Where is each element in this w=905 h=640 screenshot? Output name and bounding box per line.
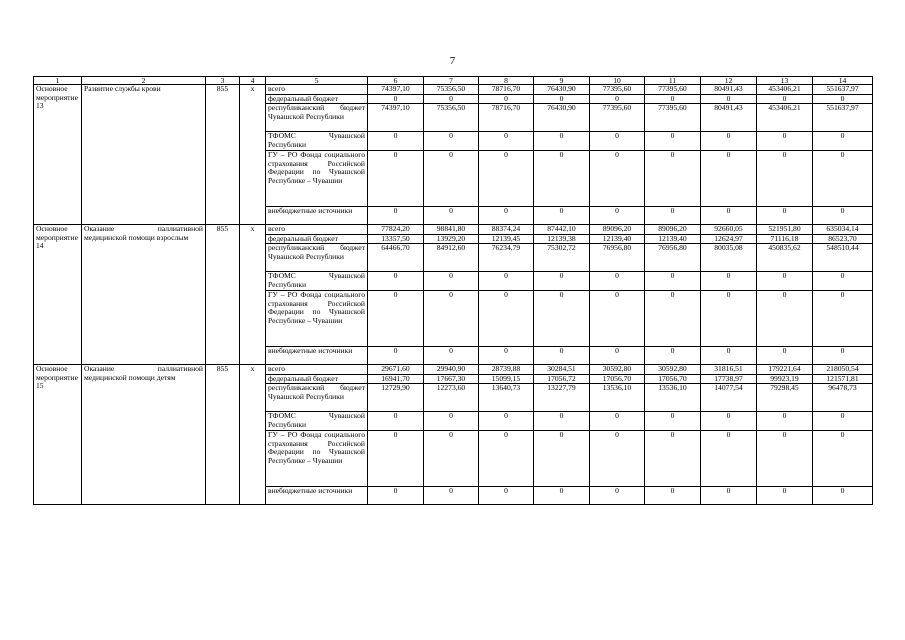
value-cell: 218050,54 — [813, 365, 873, 375]
value-cell: 0 — [757, 291, 813, 347]
value-cell: 16941,70 — [368, 374, 424, 384]
value-cell: 0 — [424, 132, 479, 151]
value-cell: 0 — [424, 412, 479, 431]
funding-source-cell: внебюджетные источники — [266, 347, 368, 365]
value-cell: 99923,19 — [757, 374, 813, 384]
funding-source-cell: всего — [266, 85, 368, 95]
value-cell: 0 — [479, 272, 534, 291]
value-cell: 29671,60 — [368, 365, 424, 375]
value-cell: 551637,97 — [813, 85, 873, 95]
value-cell: 0 — [813, 151, 873, 207]
page-number: 7 — [449, 55, 456, 67]
value-cell: 0 — [757, 207, 813, 225]
value-cell: 0 — [534, 132, 590, 151]
value-cell: 548510,44 — [813, 244, 873, 272]
funding-source-cell: ТФОМС Чувашской Республики — [266, 412, 368, 431]
value-cell: 13227,79 — [534, 384, 590, 412]
value-cell: 0 — [590, 151, 645, 207]
value-cell: 0 — [534, 272, 590, 291]
value-cell: 0 — [590, 132, 645, 151]
grbs-cell: 855 — [206, 365, 240, 505]
value-cell: 0 — [534, 94, 590, 104]
value-cell: 0 — [590, 291, 645, 347]
header-cell: 14 — [813, 77, 873, 85]
value-cell: 80491,43 — [701, 85, 757, 95]
funding-source-cell: республиканский бюджет Чувашской Республики — [266, 104, 368, 132]
funding-source-cell: ГУ – РО Фонда социального страхования Российской Федерации по Чувашской Республике – Чувашии — [266, 151, 368, 207]
value-cell: 15099,15 — [479, 374, 534, 384]
rz-cell: х — [240, 85, 266, 225]
value-cell: 13929,20 — [424, 234, 479, 244]
value-cell: 0 — [368, 207, 424, 225]
value-cell: 17056,70 — [645, 374, 701, 384]
value-cell: 0 — [479, 347, 534, 365]
value-cell: 17056,72 — [534, 374, 590, 384]
value-cell: 0 — [590, 272, 645, 291]
header-cell: 8 — [479, 77, 534, 85]
funding-source-cell: республиканский бюджет Чувашской Республики — [266, 244, 368, 272]
table-header — [34, 77, 873, 85]
value-cell: 0 — [701, 272, 757, 291]
value-cell: 13536,10 — [590, 384, 645, 412]
value-cell: 0 — [479, 151, 534, 207]
value-cell: 0 — [813, 431, 873, 487]
header-row — [34, 77, 873, 85]
funding-source-cell: ГУ – РО Фонда социального страхования Российской Федерации по Чувашской Республике – Чувашии — [266, 291, 368, 347]
value-cell: 0 — [590, 431, 645, 487]
funding-source-cell: внебюджетные источники — [266, 207, 368, 225]
value-cell: 0 — [813, 291, 873, 347]
value-cell: 12139,38 — [534, 234, 590, 244]
value-cell: 450835,62 — [757, 244, 813, 272]
value-cell: 0 — [813, 132, 873, 151]
value-cell: 87442,10 — [534, 225, 590, 235]
value-cell: 0 — [424, 207, 479, 225]
header-cell: 1 — [34, 77, 82, 85]
value-cell: 0 — [424, 431, 479, 487]
value-cell: 0 — [701, 347, 757, 365]
funding-source-cell: ТФОМС Чувашской Республики — [266, 272, 368, 291]
value-cell: 0 — [813, 272, 873, 291]
value-cell: 0 — [479, 207, 534, 225]
value-cell: 12273,60 — [424, 384, 479, 412]
grbs-cell: 855 — [206, 225, 240, 365]
value-cell: 17056,70 — [590, 374, 645, 384]
value-cell: 28739,88 — [479, 365, 534, 375]
value-cell: 0 — [479, 291, 534, 347]
value-cell: 0 — [479, 132, 534, 151]
value-cell: 77395,60 — [590, 85, 645, 95]
value-cell: 78716,70 — [479, 85, 534, 95]
value-cell: 0 — [368, 151, 424, 207]
value-cell: 78716,70 — [479, 104, 534, 132]
value-cell: 0 — [757, 431, 813, 487]
funding-source-cell: республиканский бюджет Чувашской Республики — [266, 384, 368, 412]
value-cell: 0 — [645, 94, 701, 104]
value-cell: 0 — [368, 487, 424, 505]
value-cell: 12139,40 — [590, 234, 645, 244]
value-cell: 75356,50 — [424, 104, 479, 132]
value-cell: 0 — [479, 431, 534, 487]
value-cell: 551637,97 — [813, 104, 873, 132]
value-cell: 0 — [590, 487, 645, 505]
header-cell: 2 — [82, 77, 206, 85]
table-row — [34, 225, 873, 235]
value-cell: 79298,45 — [757, 384, 813, 412]
value-cell: 0 — [368, 431, 424, 487]
value-cell: 0 — [424, 94, 479, 104]
value-cell: 121571,81 — [813, 374, 873, 384]
value-cell: 453406,21 — [757, 85, 813, 95]
value-cell: 0 — [701, 132, 757, 151]
value-cell: 0 — [368, 132, 424, 151]
value-cell: 0 — [479, 412, 534, 431]
value-cell: 0 — [479, 94, 534, 104]
value-cell: 0 — [424, 272, 479, 291]
value-cell: 0 — [757, 151, 813, 207]
value-cell: 0 — [424, 151, 479, 207]
value-cell: 77395,60 — [590, 104, 645, 132]
value-cell: 76430,90 — [534, 85, 590, 95]
value-cell: 0 — [701, 487, 757, 505]
header-cell: 3 — [206, 77, 240, 85]
measure-name-cell: Развитие службы крови — [82, 85, 206, 225]
grbs-cell: 855 — [206, 85, 240, 225]
value-cell: 0 — [701, 412, 757, 431]
value-cell: 0 — [534, 207, 590, 225]
value-cell: 0 — [645, 431, 701, 487]
value-cell: 0 — [424, 487, 479, 505]
value-cell: 89096,20 — [590, 225, 645, 235]
funding-source-cell: ТФОМС Чувашской Республики — [266, 132, 368, 151]
value-cell: 0 — [368, 291, 424, 347]
value-cell: 88374,24 — [479, 225, 534, 235]
value-cell: 12139,45 — [479, 234, 534, 244]
measure-name-cell: Оказание паллиативной медицинской помощи взрослым — [82, 225, 206, 365]
funding-source-cell: федеральный бюджет — [266, 374, 368, 384]
value-cell: 96478,73 — [813, 384, 873, 412]
value-cell: 80035,08 — [701, 244, 757, 272]
header-cell: 12 — [701, 77, 757, 85]
value-cell: 0 — [424, 291, 479, 347]
value-cell: 12624,97 — [701, 234, 757, 244]
value-cell: 0 — [368, 347, 424, 365]
value-cell: 0 — [757, 347, 813, 365]
value-cell: 80491,43 — [701, 104, 757, 132]
value-cell: 76234,79 — [479, 244, 534, 272]
table-row — [34, 365, 873, 375]
value-cell: 0 — [590, 94, 645, 104]
value-cell: 76430,90 — [534, 104, 590, 132]
value-cell: 75302,72 — [534, 244, 590, 272]
value-cell: 0 — [645, 291, 701, 347]
value-cell: 0 — [645, 132, 701, 151]
value-cell: 71116,18 — [757, 234, 813, 244]
funding-source-cell: всего — [266, 225, 368, 235]
value-cell: 0 — [534, 291, 590, 347]
value-cell: 77395,60 — [645, 85, 701, 95]
value-cell: 92660,05 — [701, 225, 757, 235]
measure-name-cell: Оказание паллиативной медицинской помощи детям — [82, 365, 206, 505]
value-cell: 0 — [645, 412, 701, 431]
value-cell: 0 — [757, 487, 813, 505]
value-cell: 0 — [701, 431, 757, 487]
value-cell: 74397,10 — [368, 104, 424, 132]
value-cell: 76956,80 — [590, 244, 645, 272]
value-cell: 0 — [368, 412, 424, 431]
measure-cell: Основное мероприятие 14 — [34, 225, 82, 365]
value-cell: 0 — [534, 347, 590, 365]
value-cell: 0 — [590, 347, 645, 365]
value-cell: 453406,21 — [757, 104, 813, 132]
value-cell: 12139,40 — [645, 234, 701, 244]
value-cell: 0 — [424, 347, 479, 365]
rz-cell: х — [240, 225, 266, 365]
value-cell: 31816,51 — [701, 365, 757, 375]
value-cell: 0 — [813, 487, 873, 505]
value-cell: 0 — [645, 272, 701, 291]
value-cell: 179221,64 — [757, 365, 813, 375]
value-cell: 77824,20 — [368, 225, 424, 235]
value-cell: 98841,80 — [424, 225, 479, 235]
value-cell: 0 — [645, 207, 701, 225]
header-cell: 7 — [424, 77, 479, 85]
value-cell: 0 — [701, 151, 757, 207]
funding-source-cell: всего — [266, 365, 368, 375]
header-cell: 10 — [590, 77, 645, 85]
value-cell: 17738,97 — [701, 374, 757, 384]
funding-source-cell: ГУ – РО Фонда социального страхования Российской Федерации по Чувашской Республике – Чувашии — [266, 431, 368, 487]
value-cell: 89096,20 — [645, 225, 701, 235]
value-cell: 0 — [757, 94, 813, 104]
value-cell: 77395,60 — [645, 104, 701, 132]
value-cell: 14077,54 — [701, 384, 757, 412]
value-cell: 75356,50 — [424, 85, 479, 95]
value-cell: 17667,30 — [424, 374, 479, 384]
value-cell: 84912,60 — [424, 244, 479, 272]
value-cell: 12729,90 — [368, 384, 424, 412]
funding-source-cell: федеральный бюджет — [266, 234, 368, 244]
value-cell: 0 — [757, 132, 813, 151]
header-cell: 6 — [368, 77, 424, 85]
funding-source-cell: федеральный бюджет — [266, 94, 368, 104]
value-cell: 64466,70 — [368, 244, 424, 272]
value-cell: 0 — [701, 94, 757, 104]
value-cell: 521951,80 — [757, 225, 813, 235]
value-cell: 0 — [757, 412, 813, 431]
header-cell: 11 — [645, 77, 701, 85]
funding-table — [33, 76, 873, 505]
value-cell: 13640,73 — [479, 384, 534, 412]
value-cell: 0 — [645, 151, 701, 207]
header-cell: 13 — [757, 77, 813, 85]
value-cell: 30592,80 — [645, 365, 701, 375]
header-cell: 9 — [534, 77, 590, 85]
value-cell: 0 — [645, 347, 701, 365]
value-cell: 76956,80 — [645, 244, 701, 272]
value-cell: 0 — [813, 347, 873, 365]
measure-cell: Основное мероприятие 13 — [34, 85, 82, 225]
value-cell: 0 — [534, 412, 590, 431]
value-cell: 0 — [813, 94, 873, 104]
value-cell: 635034,14 — [813, 225, 873, 235]
value-cell: 0 — [534, 431, 590, 487]
header-cell: 5 — [266, 77, 368, 85]
value-cell: 0 — [645, 487, 701, 505]
value-cell: 0 — [757, 272, 813, 291]
value-cell: 0 — [701, 291, 757, 347]
header-cell: 4 — [240, 77, 266, 85]
value-cell: 0 — [590, 412, 645, 431]
value-cell: 0 — [813, 207, 873, 225]
value-cell: 13536,10 — [645, 384, 701, 412]
funding-source-cell: внебюджетные источники — [266, 487, 368, 505]
value-cell: 0 — [813, 412, 873, 431]
value-cell: 0 — [534, 487, 590, 505]
value-cell: 0 — [701, 207, 757, 225]
table-row — [34, 85, 873, 95]
value-cell: 0 — [534, 151, 590, 207]
value-cell: 13357,50 — [368, 234, 424, 244]
rz-cell: х — [240, 365, 266, 505]
value-cell: 30592,80 — [590, 365, 645, 375]
value-cell: 0 — [590, 207, 645, 225]
value-cell: 0 — [479, 487, 534, 505]
value-cell: 74397,10 — [368, 85, 424, 95]
value-cell: 30284,51 — [534, 365, 590, 375]
value-cell: 0 — [368, 94, 424, 104]
value-cell: 0 — [368, 272, 424, 291]
table-body — [34, 85, 873, 505]
measure-cell: Основное мероприятие 15 — [34, 365, 82, 505]
value-cell: 86523,70 — [813, 234, 873, 244]
value-cell: 29940,90 — [424, 365, 479, 375]
